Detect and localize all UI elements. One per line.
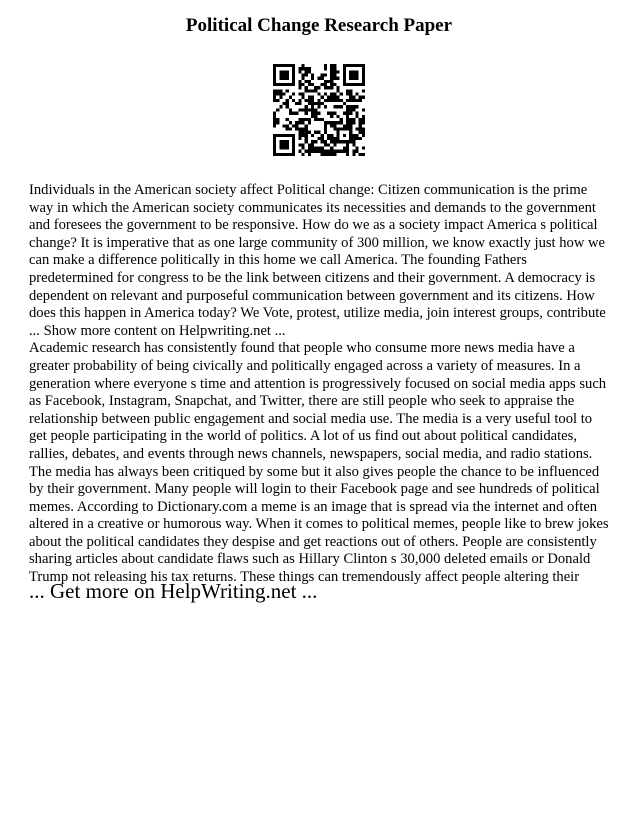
document-title: Political Change Research Paper <box>185 15 453 36</box>
paragraph-intro: Individuals in the American society affect Political change: Citizen communication is the prime way in which the American society communicates its necessities and demands to the government and foresees the government to be responsive. How do we as a society impact America s political change? It is imperative that as one large community of 300 million, we know exactly just how we can make a difference politically in this home we call America. The founding Fathers predetermined for congress to be the link between citizens and their government. A democracy is dependent on relevant and purposeful communication between government and its citizens. How does this happen in America today? We Vote, protest, utilize media, join interest groups, contribute ... Show more content on Helpwriting.net ... <box>29 182 606 339</box>
document-body <box>29 182 613 587</box>
paragraph-research: Academic research has consistently found that people who consume more news media have a greater probability of being civically and politically engaged across a variety of measures. In a generation where everyone s time and attention is progressively focused on social media apps such as Facebook, Instagram, Snapchat, and Twitter, there are still people who seek to appraise the relationship between public engagement and social media use. The media is a very useful tool to get people participating in the world of politics. A lot of us find out about political candidates, rallies, debates, and events through news channels, newspapers, social media, and radio stations. The media has always been critiqued by some but it also gives people the chance to be influenced by their government. Many people will login to their Facebook page and see hundreds of political memes. According to Dictionary.com a meme is an image that is spread via the internet and often altered in a creative or humorous way. When it comes to political memes, people like to brew jokes about the political candidates they despise and get reactions out of others. People are consistently sharing articles about candidate flaws such as Hillary Clinton s 30,000 deleted emails or Donald Trump not releasing his tax returns. These things can tremendously affect people altering their <box>29 340 609 586</box>
qr-code-icon <box>273 64 365 156</box>
qr-code-graphic <box>273 64 365 156</box>
get-more-link[interactable]: ... Get more on HelpWriting.net ... <box>29 579 318 603</box>
